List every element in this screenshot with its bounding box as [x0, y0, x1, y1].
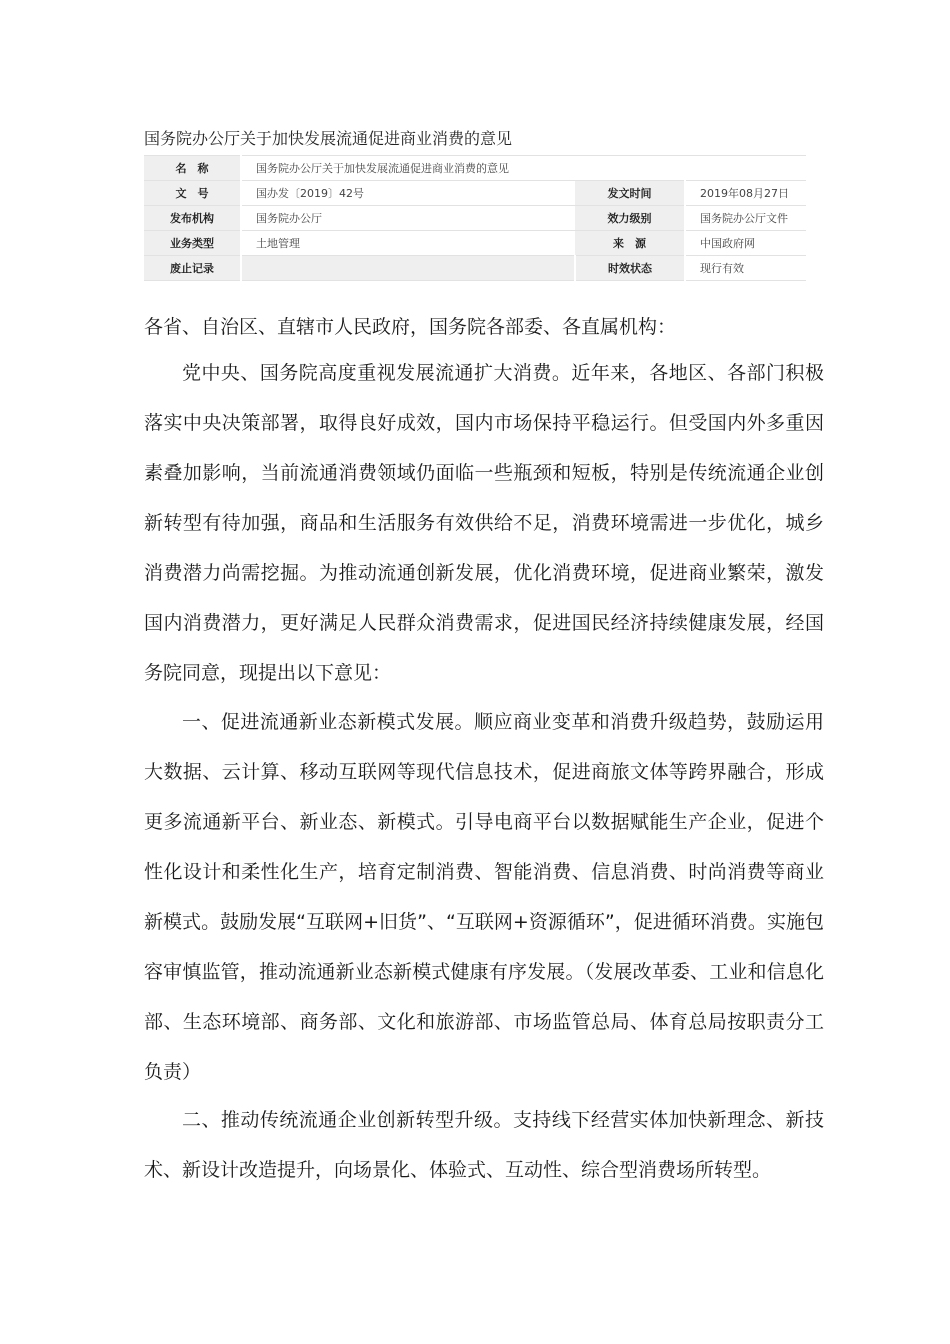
body-paragraph-section-1: 一、促进流通新业态新模式发展。顺应商业变革和消费升级趋势，鼓励运用大数据、云计算、移动互联网等现代信息技术，促进商旅文体等跨界融合，形成更多流通新平台、新业态、新模式。引导电商平台以数据赋能生产企业，促进个性化设计和柔性化生产，培育定制消费、智能消费、信息消费、时尚消费等商业新模式。鼓励发展“互联网+旧货”、“互联网+资源循环”，促进循环消费。实施包容审慎监管，推动流通新业态新模式健康有序发展。（发展改革委、工业和信息化部、生态环境部、商务部、文化和旅游部、市场监管总局、体育总局按职责分工负责）: [144, 711, 824, 1083]
meta-row-number: [144, 181, 806, 206]
number-value: 国办发〔2019〕42号: [241, 181, 575, 206]
document-metadata-table: [144, 155, 806, 281]
issuer-value: 国务院办公厅: [241, 206, 575, 231]
repeal-label: 废止记录: [144, 256, 241, 281]
meta-row-category: [144, 231, 806, 256]
name-value: 国务院办公厅关于加快发展流通促进商业消费的意见: [241, 156, 806, 181]
meta-row-repeal: [144, 256, 806, 281]
document-title: 国务院办公厅关于加快发展流通促进商业消费的意见: [144, 129, 513, 148]
repeal-value: [241, 256, 575, 281]
meta-row-name: [144, 156, 806, 181]
category-value: 土地管理: [241, 231, 575, 256]
status-value: 现行有效: [685, 256, 806, 281]
name-label: 名 称: [144, 156, 241, 181]
meta-row-issuer: [144, 206, 806, 231]
date-label: 发文时间: [575, 181, 685, 206]
level-label: 效力级别: [575, 206, 685, 231]
source-value: 中国政府网: [685, 231, 806, 256]
issuer-label: 发布机构: [144, 206, 241, 231]
date-value: 2019年08月27日: [685, 181, 806, 206]
level-value: 国务院办公厅文件: [685, 206, 806, 231]
source-label: 来 源: [575, 231, 685, 256]
number-label: 文 号: [144, 181, 241, 206]
salutation: 各省、自治区、直辖市人民政府，国务院各部委、各直属机构：: [144, 316, 677, 338]
status-label: 时效状态: [575, 256, 685, 281]
body-paragraph-intro: 党中央、国务院高度重视发展流通扩大消费。近年来，各地区、各部门积极落实中央决策部署，取得良好成效，国内市场保持平稳运行。但受国内外多重因素叠加影响，当前流通消费领域仍面临一些瓶颈和短板，特别是传统流通企业创新转型有待加强，商品和生活服务有效供给不足，消费环境需进一步优化，城乡消费潜力尚需挖掘。为推动流通创新发展，优化消费环境，促进商业繁荣，激发国内消费潜力，更好满足人民群众消费需求，促进国民经济持续健康发展，经国务院同意，现提出以下意见：: [144, 362, 824, 684]
body-paragraph-section-2: 二、推动传统流通企业创新转型升级。支持线下经营实体加快新理念、新技术、新设计改造提升，向场景化、体验式、互动性、综合型消费场所转型。: [144, 1109, 824, 1181]
category-label: 业务类型: [144, 231, 241, 256]
